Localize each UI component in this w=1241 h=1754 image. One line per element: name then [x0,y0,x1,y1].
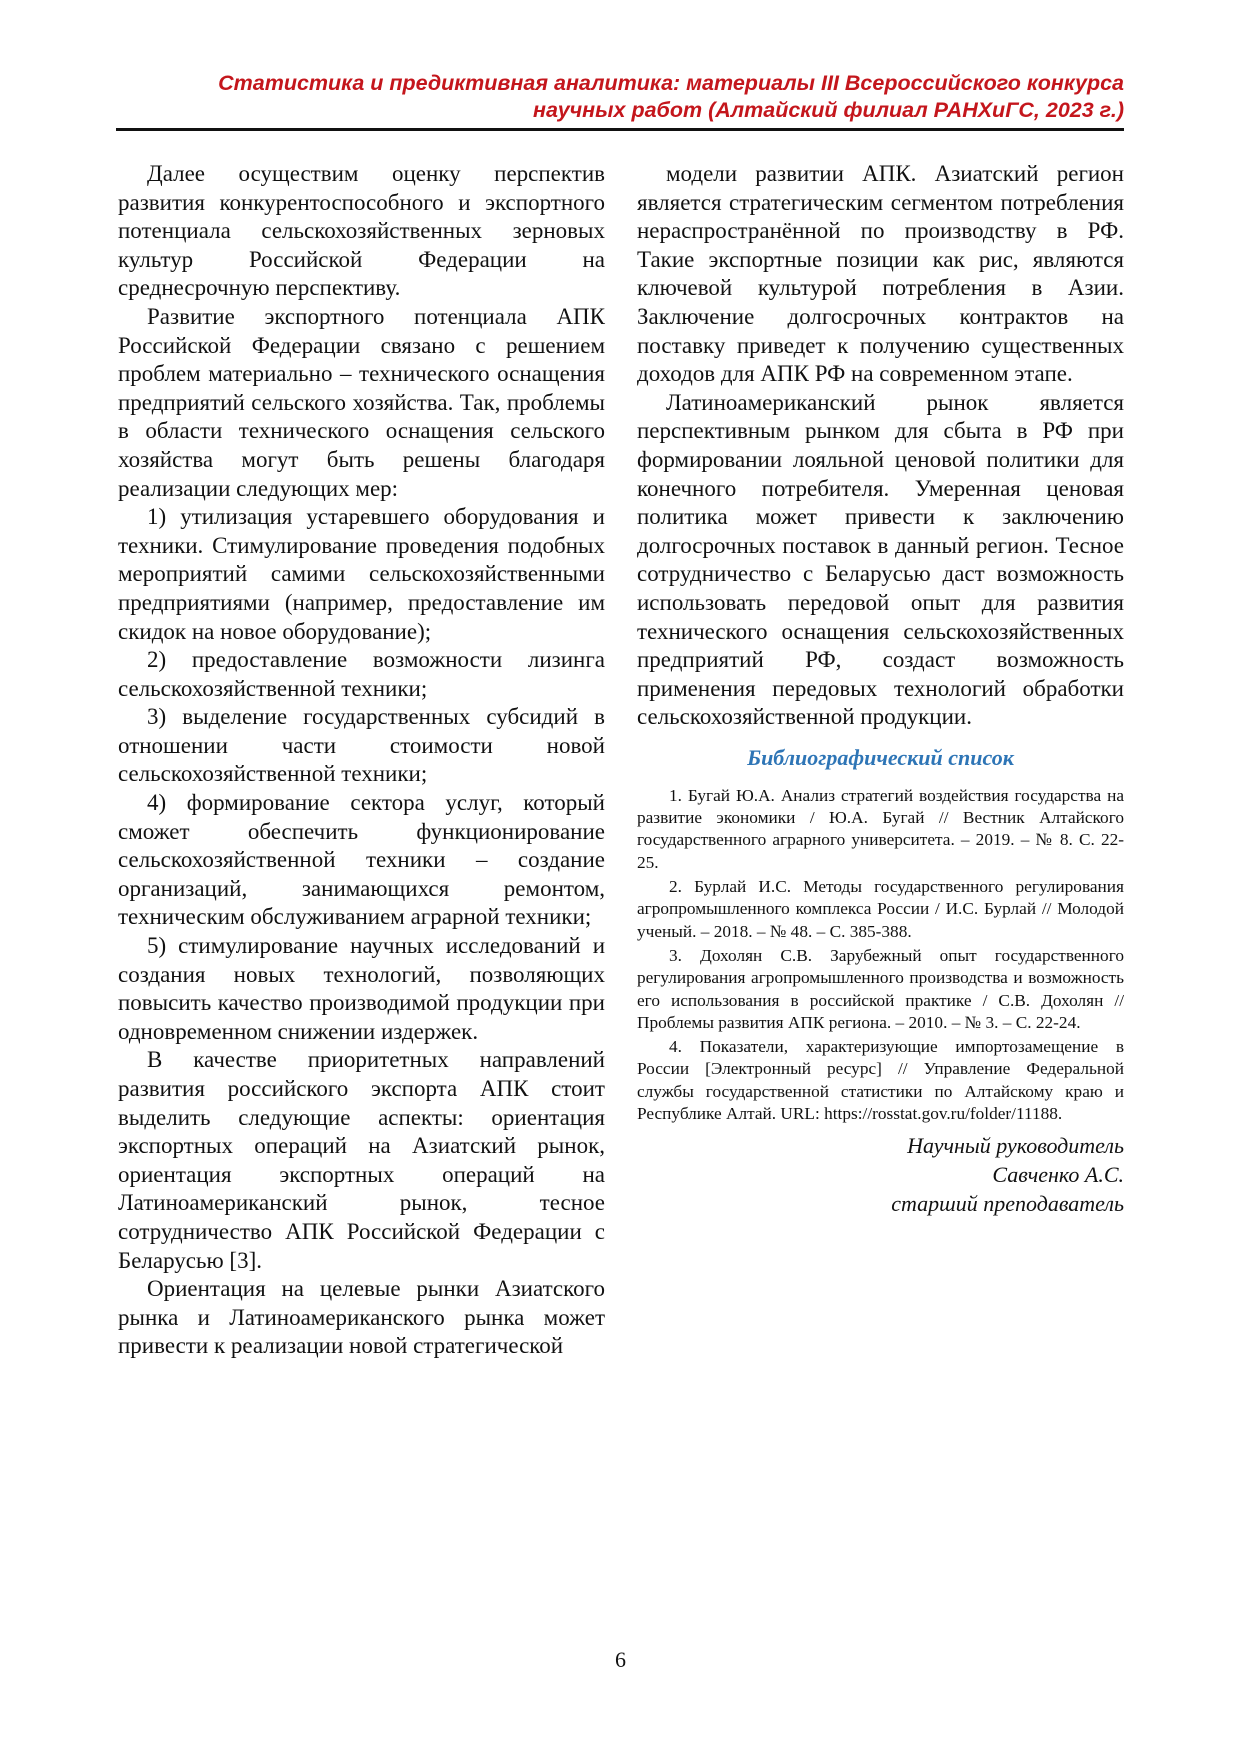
paragraph-priorities: В качестве приоритетных направлений развития российского экспорта АПК стоит выделить следующие аспекты: ориентация экспортных операций на Азиатский рынок, ориентация экспортных операций на Латиноамериканский рынок, тесное сотрудничество АПК Российской Федерации с Беларусью [3]. [118,1047,605,1273]
paragraph-asian-region: модели развитии АПК. Азиатский регион является стратегическим сегментом потребления нераспространённой по производству в РФ. Такие экспортные позиции как рис, являются ключевой культурой потребления в Азии. Заключение долгосрочных контрактов на поставку приведет к получению существенных доходов для АПК РФ на современном этапе. [637,161,1124,387]
paragraph-latin-america: Латиноамериканский рынок является перспективным рынком для сбыта в РФ при формировании лояльной ценовой политики для конечного потребителя. Умеренная ценовая политика может привести к заключению долгосрочных поставок в данный регион. Тесное сотрудничество с Беларусью даст возможность использовать передовой опыт для развития технического оснащения сельскохозяйственных предприятий РФ, создаст возможность применения передовых технологий обработки сельскохозяйственной продукции. [637,389,1124,730]
supervisor-role: Научный руководитель [907,1133,1124,1159]
right-column [637,160,1124,1218]
bibliography-list [637,785,1124,1125]
list-item-1: 1) утилизация устаревшего оборудования и техники. Стимулирование проведения подобных мероприятий самими сельскохозяйственными предприятиями (например, предоставление им скидок на новое оборудование); [118,504,605,644]
list-item-3: 3) выделение государственных субсидий в отношении части стоимости новой сельскохозяйственной техники; [118,704,605,787]
supervisor-name: Савченко А.С. [992,1162,1124,1188]
list-item-5: 5) стимулирование научных исследований и создания новых технологий, позволяющих повысить качество производимой продукции при одновременном снижении издержек. [118,933,605,1044]
running-header-line-2: научных работ (Алтайский филиал РАНХиГС, 2023 г.) [533,98,1124,122]
bibliography-item-4: 4. Показатели, характеризующие импортозамещение в России [Электронный ресурс] // Управление Федеральной службы государственной статистики по Алтайскому краю и Республике Алтай. URL: https://rosstat.gov.ru/folder/11188. [637,1037,1124,1124]
bibliography-item-3: 3. Дохолян С.В. Зарубежный опыт государственного регулирования агропромышленного производства и возможность его использования в российской практике / С.В. Дохолян // Проблемы развития АПК региона. – 2010. – № 3. – С. 22-24. [637,945,1124,1032]
bibliography-item-1: 1. Бугай Ю.А. Анализ стратегий воздействия государства на развитие экономики / Ю.А. Бугай // Вестник Алтайского государственного аграрного университета. – 2019. – № 8. С. 22-25. [637,785,1124,872]
header-divider [116,128,1124,131]
bibliography-item-2: 2. Бурлай И.С. Методы государственного регулирования агропромышленного комплекса России / И.С. Бурлай // Молодой ученый. – 2018. – № 48. – С. 385-388. [637,877,1124,941]
supervisor-position: старший преподаватель [891,1191,1124,1217]
list-item-2: 2) предоставление возможности лизинга сельскохозяйственной техники; [118,647,605,701]
list-item-4: 4) формирование сектора услуг, который сможет обеспечить функционирование сельскохозяйственной техники – создание организаций, занимающихся ремонтом, техническим обслуживанием аграрной техники; [118,790,605,930]
running-header-line-1: Статистика и предиктивная аналитика: материалы III Всероссийского конкурса [218,71,1124,95]
paragraph-target-markets: Ориентация на целевые рынки Азиатского рынка и Латиноамериканского рынка может привести к реализации новой стратегической [118,1276,605,1359]
paragraph-export-potential: Развитие экспортного потенциала АПК Российской Федерации связано с решением проблем материально – технического оснащения предприятий сельского хозяйства. Так, проблемы в области технического оснащения сельского хозяйства могут быть решены благодаря реализации следующих мер: [118,303,605,501]
page-number: 6 [615,1647,626,1672]
paragraph-intro: Далее осуществим оценку перспектив развития конкурентоспособного и экспортного потенциала сельскохозяйственных зерновых культур Российской Федерации на среднесрочную перспективу. [118,161,605,301]
running-header [116,70,1124,124]
left-column [118,160,605,1361]
bibliography-title: Библиографический список [747,744,1014,770]
supervisor-signature [637,1131,1124,1218]
